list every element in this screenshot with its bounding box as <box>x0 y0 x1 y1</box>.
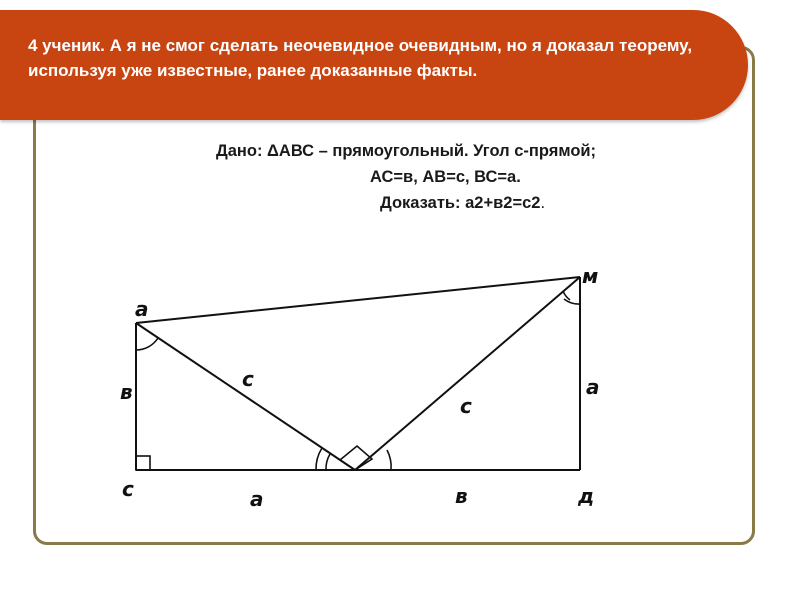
label-side-left: в <box>120 380 133 404</box>
angle-arc-center-right <box>387 450 391 470</box>
label-vertex-m: м <box>582 264 599 288</box>
label-hypotenuse-left: с <box>242 367 254 391</box>
angle-arc-center-left-2 <box>326 454 330 470</box>
label-bottom-right: в <box>455 484 468 508</box>
angle-arc-center-left-1 <box>316 448 322 470</box>
label-vertex-d: д <box>578 484 595 508</box>
hypotenuse-right <box>355 277 580 470</box>
label-side-right: а <box>586 375 600 399</box>
given-line-1: Дано: ΔАВС – прямоугольный. Угол с-прямой; <box>216 142 597 160</box>
angle-arc-a <box>136 338 158 350</box>
angle-arc-m-1 <box>563 291 570 300</box>
hypotenuse-left <box>136 323 355 470</box>
label-bottom-left: а <box>250 487 264 511</box>
prove-text: Доказать: а2+в2=с2 <box>380 194 541 212</box>
right-angle-mark-c <box>136 456 150 470</box>
label-vertex-a: а <box>135 297 149 321</box>
right-angle-mark-center <box>340 446 372 470</box>
given-line-2: АС=в, АВ=с, ВС=а. <box>370 168 521 186</box>
segment-a-m <box>136 277 580 323</box>
angle-arc-m-2 <box>564 299 580 304</box>
prove-end: . <box>540 194 546 212</box>
label-hypotenuse-right: с <box>460 394 472 418</box>
label-vertex-c: с <box>122 477 134 501</box>
banner-text: 4 ученик. А я не смог сделать неочевидное очевидным, но я доказал теорему, используя уже известные, ранее доказанные факты. <box>28 36 693 80</box>
